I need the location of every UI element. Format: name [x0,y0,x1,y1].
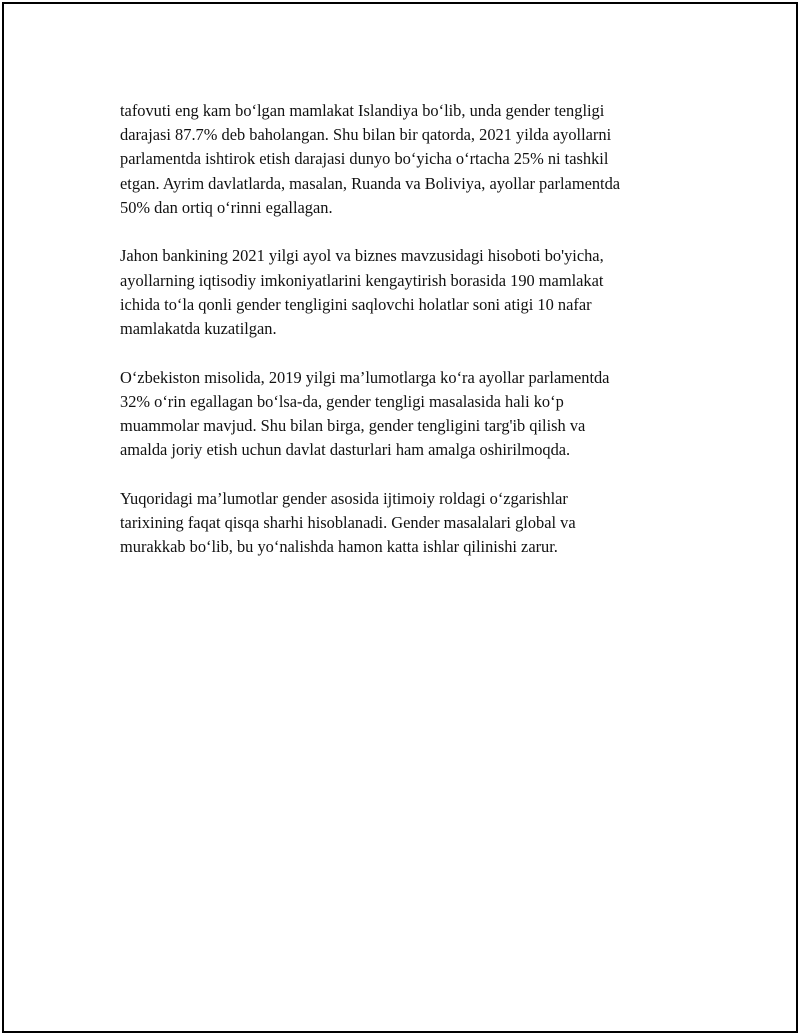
document-body [120,99,700,584]
paragraph-4: Yuqoridagi ma’lumotlar gender asosida ijtimoiy roldagi o‘zgarishlar tarixining faqat qisqa sharhi hisoblanadi. Gender masalalari global va murakkab bo‘lib, bu yo‘nalishda hamon katta ishlar qilinishi zarur. [120,488,576,557]
paragraph-1: tafovuti eng kam bo‘lgan mamlakat Islandiya bo‘lib, unda gender tengligi darajasi 87.7% deb baholangan. Shu bilan bir qatorda, 2021 yilda ayollarni parlamentda ishtirok etish darajasi dunyo bo‘yicha o‘rtacha 25% ni tashkil etgan. Ayrim davlatlarda, masalan, Ruanda va Boliviya, ayollar parlamentda 50% dan ortiq o‘rinni egallagan. [120,101,621,217]
paragraph-2: Jahon bankining 2021 yilgi ayol va biznes mavzusidagi hisoboti bo'yicha, ayollarning iqtisodiy imkoniyatlarini kengaytirish borasida 190 mamlakat ichida to‘la qonli gender tengligini saqlovchi holatlar soni atigi 10 nafar mamlakatda kuzatilgan. [120,246,604,339]
document-page [2,2,798,1033]
paragraph-3: O‘zbekiston misolida, 2019 yilgi ma’lumotlarga ko‘ra ayollar parlamentda 32% o‘rin egallagan bo‘lsa-da, gender tengligi masalasida hali ko‘p muammolar mavjud. Shu bilan birga, gender tengligini targ'ib qilish va amalda joriy etish uchun davlat dasturlari ham amalga oshirilmoqda. [120,367,610,460]
